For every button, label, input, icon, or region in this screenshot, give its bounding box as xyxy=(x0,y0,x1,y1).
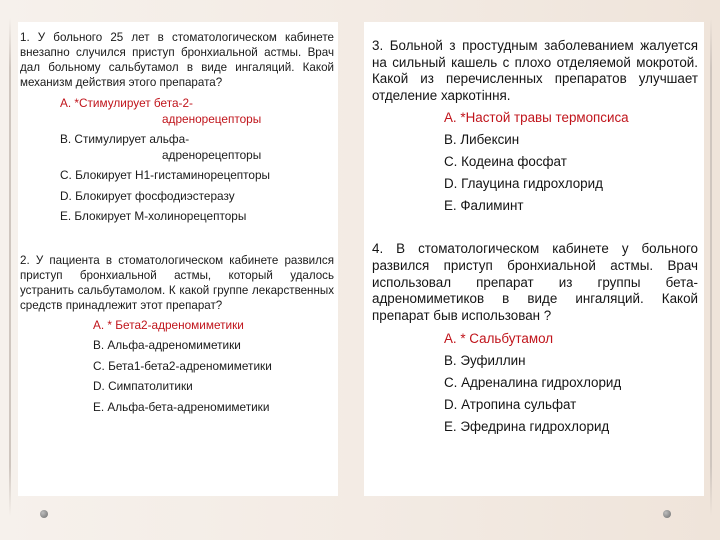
right-column xyxy=(372,38,698,437)
question-2-answers xyxy=(93,315,334,418)
answer-1b: B. Стимулирует альфа- адренорецепторы xyxy=(60,132,262,162)
left-decorative-line xyxy=(9,18,11,516)
answer-4a: A. * Сальбутамол xyxy=(444,331,554,347)
question-1-text: 1. У больного 25 лет в стоматологическом кабинете внезапно случился приступ бронхиальной астмы. Врач дал больному сальбутамол в виде ингаляций. Какой механизм действия этого препарата? xyxy=(20,31,334,89)
answer-4e: E. Эфедрина гидрохлорид xyxy=(444,418,610,434)
answer-3a: A. *Настой травы термопсиса xyxy=(444,110,629,126)
bottom-left-dot-icon xyxy=(40,510,48,518)
answer-3e: E. Фалиминт xyxy=(444,197,524,213)
answer-1d: D. Блокирует фосфодиэстеразу xyxy=(60,188,235,203)
answer-3d: D. Глауцина гидрохлорид xyxy=(444,175,603,191)
answer-2d: D. Симпатолитики xyxy=(93,379,193,394)
answer-4d: D. Атропина сульфат xyxy=(444,396,577,412)
answer-1a: A. *Стимулирует бета-2- адренорецепторы xyxy=(60,96,262,126)
question-3-text: 3. Больной з простудным заболеванием жалуется на сильный кашель с плохо отделяемой мокротой. Какой из перечисленных препаратов улучшает отделение харкотіння. xyxy=(372,38,698,103)
right-decorative-line xyxy=(710,18,712,516)
answer-2a: A. * Бета2-адреномиметики xyxy=(93,317,244,332)
answer-1e: E. Блокирует М-холинорецепторы xyxy=(60,209,247,223)
left-column xyxy=(20,30,334,417)
answer-3c: C. Кодеина фосфат xyxy=(444,153,567,169)
question-3-answers xyxy=(444,107,698,216)
question-1-answers xyxy=(60,93,334,227)
answer-1c: C. Блокирует Н1-гистаминорецепторы xyxy=(60,168,271,182)
answer-3b: B. Либексин xyxy=(444,132,520,148)
answer-4b: B. Эуфиллин xyxy=(444,353,526,369)
answer-2c: C. Бета1-бета2-адреномиметики xyxy=(93,358,272,373)
answer-2b: B. Альфа-адреномиметики xyxy=(93,338,241,353)
answer-2e: E. Альфа-бета-адреномиметики xyxy=(93,399,270,414)
question-2-text: 2. У пациента в стоматологическом кабинете развился приступ бронхиальной астмы, который удалось устранить сальбутамолом. К какой группе лекарственных средств принадлежит этот препарат? xyxy=(20,253,334,312)
question-4-text: 4. В стоматологическом кабинете у больного развился приступ бронхиальной астмы. Врач использовал препарат из группы бета-адреномиметиков в виде ингаляций. Какой препарат быв использован ? xyxy=(372,241,698,323)
question-4-answers xyxy=(444,328,698,437)
answer-4c: C. Адреналина гидрохлорид xyxy=(444,374,622,390)
bottom-right-dot-icon xyxy=(663,510,671,518)
